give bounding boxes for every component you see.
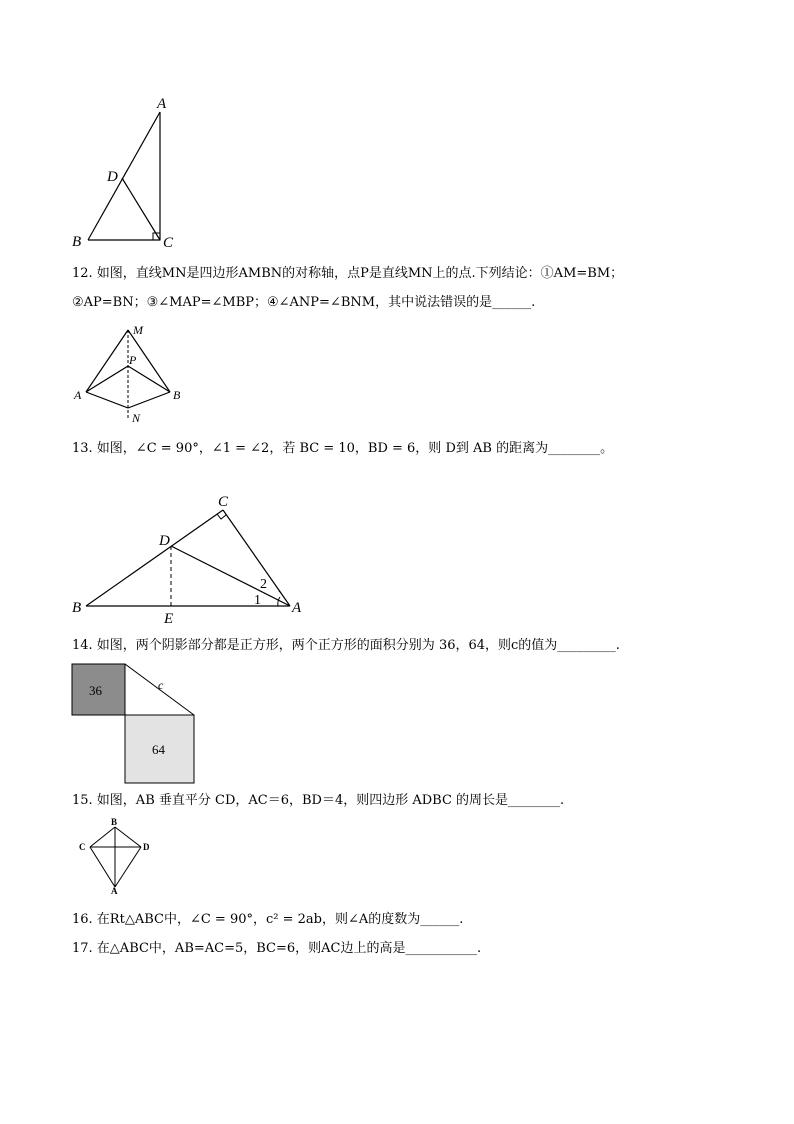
figure-q15-quadrilateral <box>75 817 160 895</box>
label-A: A <box>111 886 118 895</box>
label-B: B <box>72 234 82 250</box>
label-N: N <box>132 411 141 425</box>
label-A: A <box>157 96 167 112</box>
figure-q11-triangle <box>60 90 200 255</box>
figure-q12-kite <box>70 318 190 428</box>
angle-2-label: 2 <box>260 577 267 592</box>
question-17: 17. 在△ABC中，AB=AC=5，BC=6，则AC边上的高是___________. <box>72 941 482 956</box>
label-A: A <box>74 388 82 402</box>
figure-q14-squares <box>70 660 200 788</box>
large-square-area: 64 <box>152 742 165 757</box>
label-D: D <box>143 842 150 852</box>
label-B: B <box>111 817 118 827</box>
label-C: C <box>218 494 229 510</box>
label-D: D <box>159 533 170 549</box>
label-M: M <box>133 323 143 337</box>
label-B: B <box>72 600 82 616</box>
question-15: 15. 如图，AB 垂直平分 CD，AC＝6，BD＝4，则四边形 ADBC 的周长是________. <box>72 793 565 808</box>
label-D: D <box>107 169 118 185</box>
label-E: E <box>164 611 174 627</box>
label-P: P <box>129 353 137 367</box>
label-C: C <box>79 842 86 852</box>
question-12-line1: 12. 如图，直线MN是四边形AMBN的对称轴，点P是直线MN上的点.下列结论：①AM=BM； <box>72 266 624 281</box>
label-A: A <box>292 600 302 616</box>
question-16: 16. 在Rt△ABC中，∠C = 90°，c² = 2ab，则∠A的度数为______. <box>72 912 464 927</box>
question-14: 14. 如图，两个阴影部分都是正方形，两个正方形的面积分别为 36，64，则c的值为_________. <box>72 638 620 653</box>
label-B: B <box>173 388 181 402</box>
question-13: 13. 如图，∠C = 90°，∠1 = ∠2，若 BC = 10，BD = 6，则 D到 AB 的距离为________。 <box>72 441 614 456</box>
label-c: c <box>158 678 164 692</box>
question-12-line2: ②AP=BN；③∠MAP=∠MBP；④∠ANP=∠BNM，其中说法错误的是______. <box>72 295 536 310</box>
label-C: C <box>163 235 174 251</box>
figure-q13-triangle <box>60 488 320 628</box>
angle-1-label: 1 <box>254 593 261 608</box>
small-square-area: 36 <box>89 683 102 698</box>
